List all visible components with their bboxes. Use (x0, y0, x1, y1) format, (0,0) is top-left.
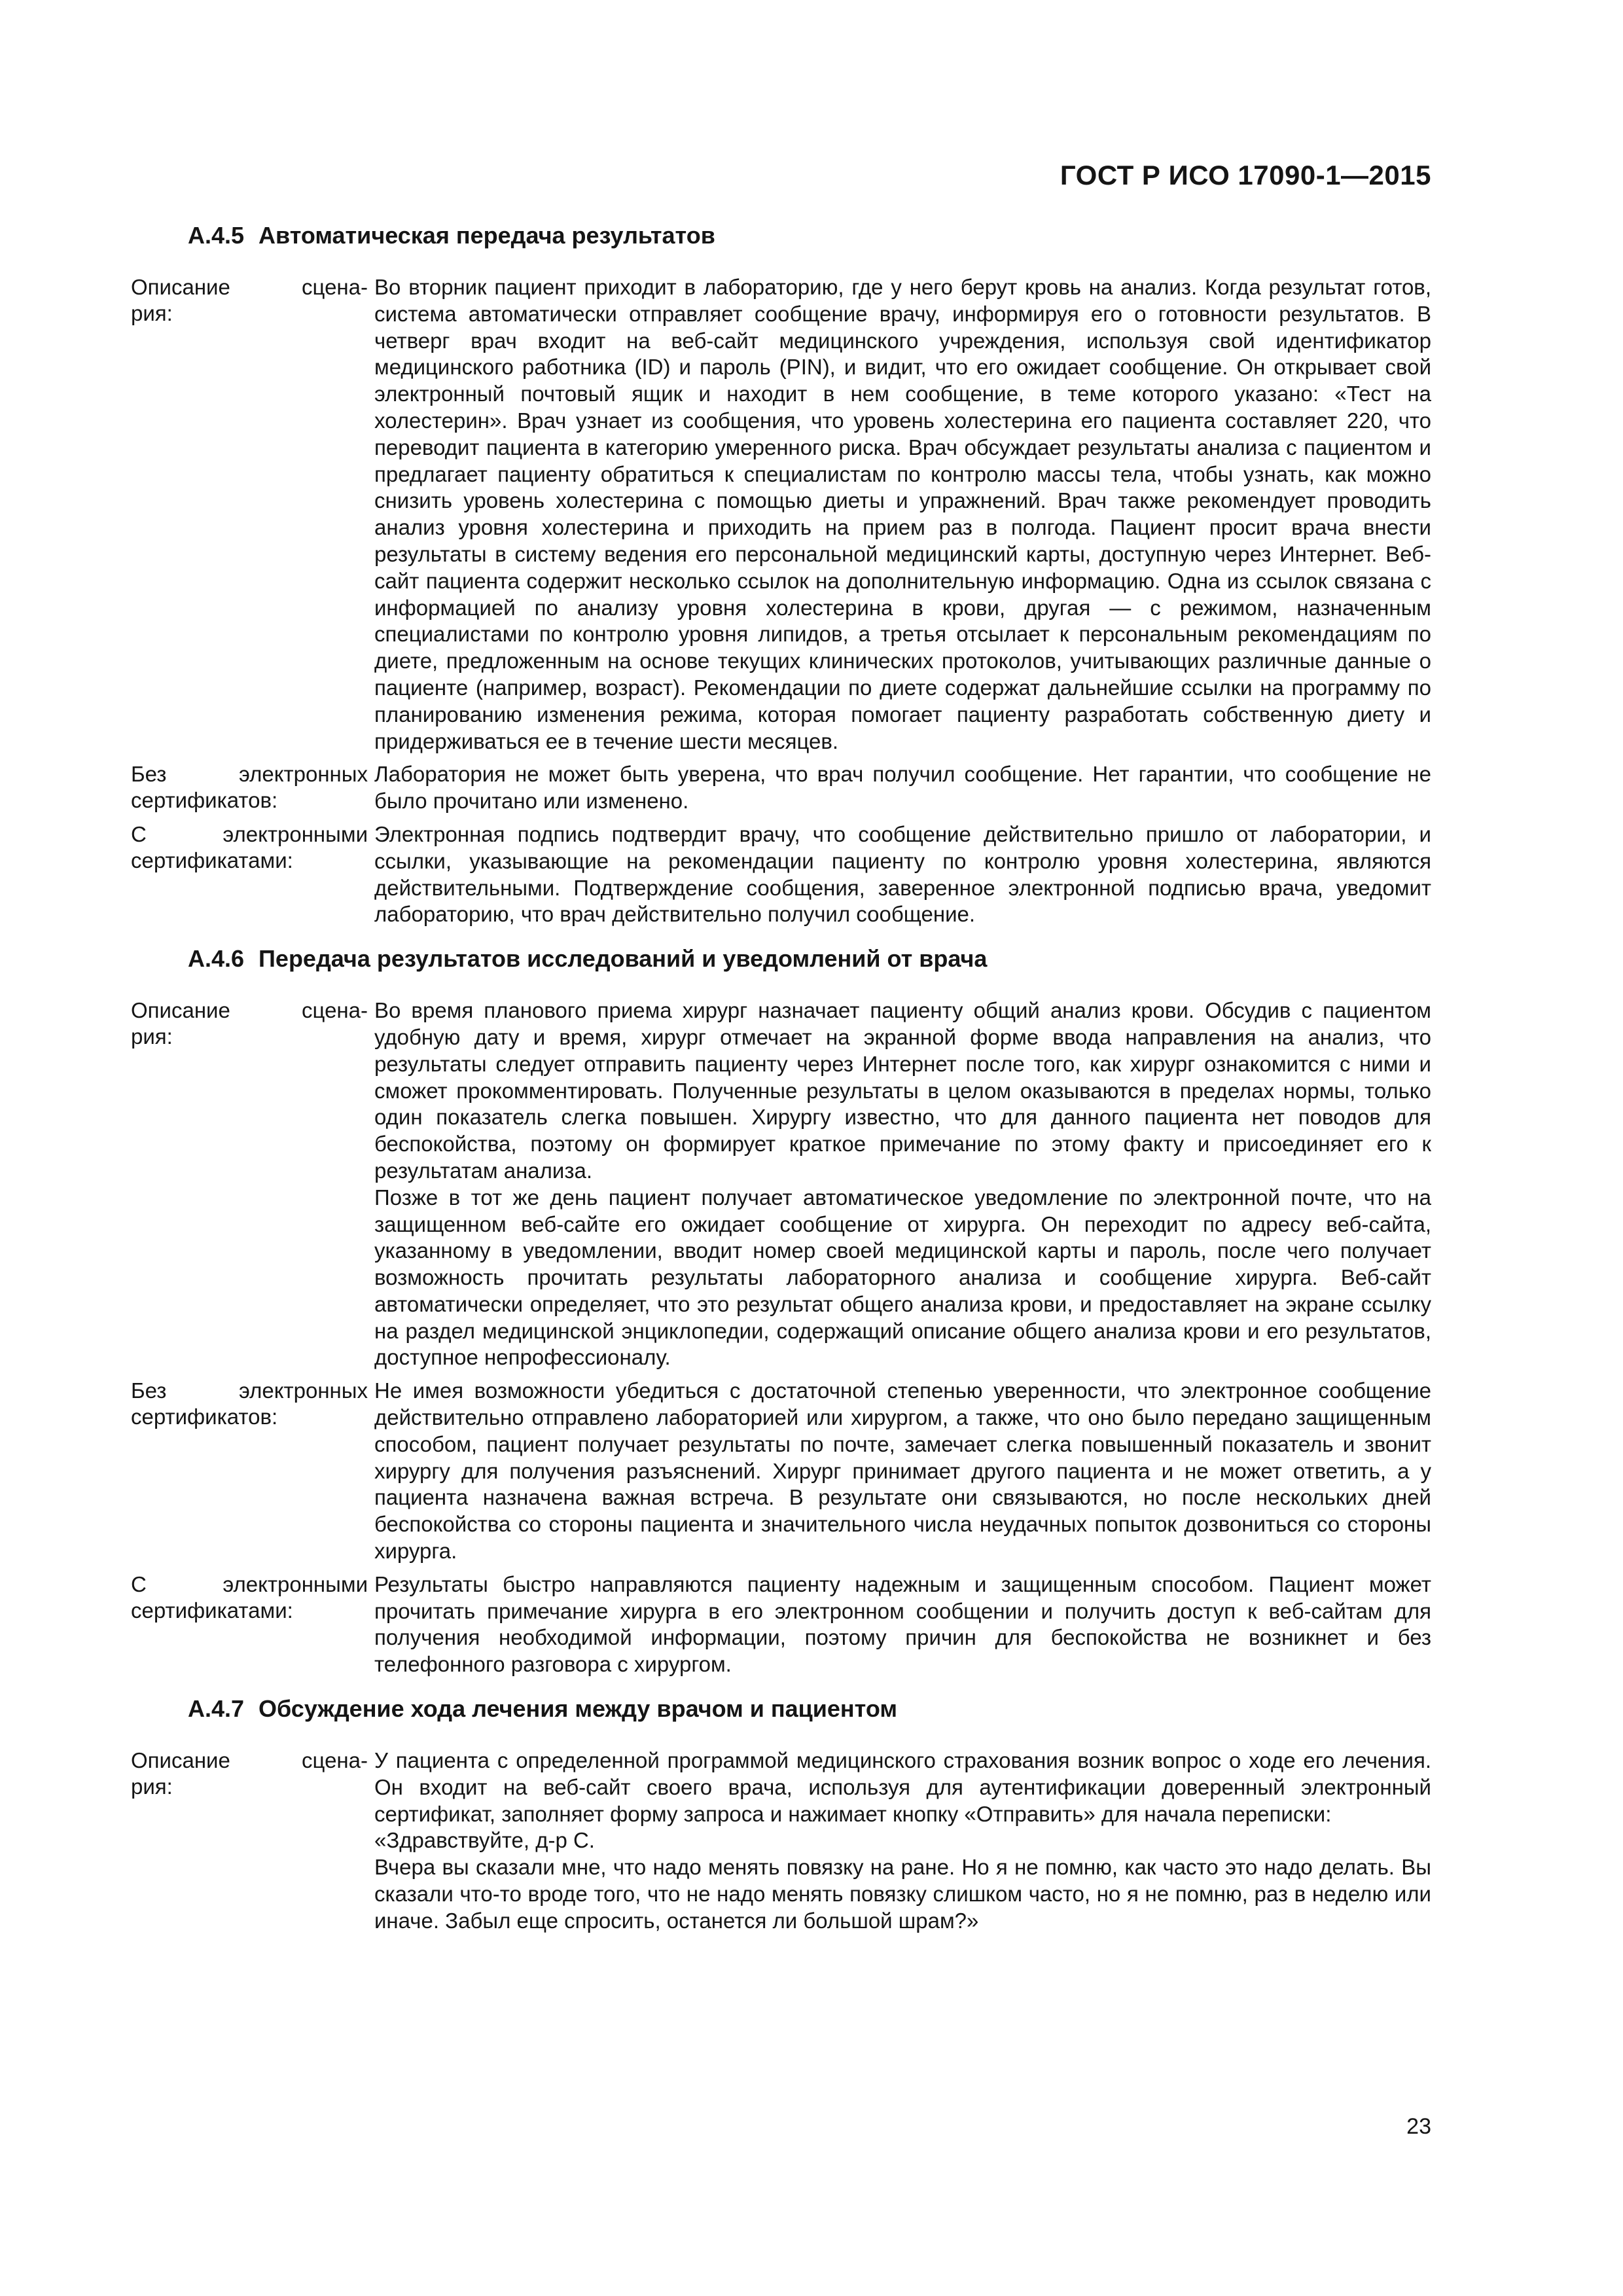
section-number: А.4.6 (188, 945, 245, 973)
section-number: А.4.5 (188, 222, 245, 249)
section-title: Автоматическая передача результатов (259, 222, 715, 249)
paragraph: Лаборатория не может быть уверена, что врач получил сообщение. Нет гарантии, что сообщение не было прочитано или изменено. (374, 762, 1431, 814)
section-title: Передача результатов исследований и уведомлений от врача (259, 945, 988, 973)
page-number: 23 (1406, 2114, 1431, 2139)
row-label-line: сертификатами: (131, 1598, 293, 1623)
paragraph: Электронная подпись подтвердит врачу, что сообщение действительно пришло от лаборатории, и ссылки, указывающие на рекомендации пациенту по контролю уровня холестерина, являются действительными. Подтверждение сообщения, заверенное электронной подписью врача, уведомит лабораторию, что врач действительно получил сообщение. (374, 821, 1431, 927)
row-label-line: С электронными (131, 821, 368, 846)
paragraph: Во время планового приема хирург назначает пациенту общий анализ крови. Обсудив с пациентом удобную дату и время, хирург отмечает на экранной форме ввода направления на анализ, что результаты следует отправить пациенту через Интернет после того, как хирург ознакомится с ними и сможет прокомментировать. Полученные результаты в целом оказываются в пределах нормы, только один показатель слегка повышен. Хирургу известно, что для данного пациента нет поводов для беспокойства, поэтому он формирует краткое примечание по этому факту и присоединяет его к результатам анализа. (374, 998, 1431, 1183)
paragraph: «Здравствуйте, д-р С. (374, 1828, 595, 1853)
paragraph: Позже в тот же день пациент получает автоматическое уведомление по электронной почте, что на защищенном веб-сайте его ожидает сообщение от хирурга. Он переходит по адресу веб-сайта, указанному в уведомлении, вводит номер своей медицинской карты и пароль, после чего получает возможность прочитать результаты лабораторного анализа и сообщение хирурга. Веб-сайт автоматически определяет, что это результат общего анализа крови, и предоставляет на экране ссылку на раздел медицинской энциклопедии, содержащий описание общего анализа крови и его результатов, доступное непрофессионалу. (374, 1185, 1431, 1370)
row-text (374, 1571, 1431, 1678)
section-heading (188, 219, 1431, 252)
section-a-4-6 (131, 942, 1431, 1678)
row-text (374, 761, 1431, 815)
row-text (374, 274, 1431, 755)
section-number: А.4.7 (188, 1695, 245, 1723)
row-label-line: Описание сцена- (131, 275, 368, 299)
paragraph: У пациента с определенной программой медицинского страхования возник вопрос о ходе его лечения. Он входит на веб-сайт своего врача, используя для аутентификации доверенный электронный сертификат, заполняет форму запроса и нажимает кнопку «Отправить» для начала переписки: (374, 1748, 1431, 1826)
with-certificates-row (131, 821, 1431, 928)
row-label (131, 1571, 368, 1624)
row-label (131, 1378, 368, 1430)
paragraph: Результаты быстро направляются пациенту надежным и защищенным способом. Пациент может прочитать примечание хирурга в его электронном сообщении и получить доступ к веб-сайтам для получения необходимой информации, поэтому причин для беспокойства не возникнет и без телефонного разговора с хирургом. (374, 1571, 1431, 1677)
paragraph: Вчера вы сказали мне, что надо менять повязку на ране. Но я не помню, как часто это надо делать. Вы сказали что-то вроде того, что не надо менять повязку слишком часто, но я не помню, раз в неделю или иначе. Забыл еще спросить, останется ли большой шрам?» (374, 1855, 1431, 1933)
section-title: Обсуждение хода лечения между врачом и пациентом (259, 1695, 897, 1723)
scenario-row (131, 997, 1431, 1371)
row-label-line: сертификатов: (131, 1405, 278, 1429)
scenario-row (131, 1748, 1431, 1935)
row-label-line: рия: (131, 1774, 173, 1799)
row-label-line: С электронными (131, 1571, 368, 1596)
row-text (374, 997, 1431, 1371)
section-heading (188, 942, 1431, 975)
row-label-line: сертификатов: (131, 788, 278, 813)
row-label-line: рия: (131, 1024, 173, 1049)
without-certificates-row (131, 1378, 1431, 1565)
paragraph: Во вторник пациент приходит в лабораторию, где у него берут кровь на анализ. Когда результат готов, система автоматически отправляет сообщение врачу, информируя его о готовности результатов. В четверг врач входит на веб-сайт медицинского учреждения, используя свой идентификатор медицинского работника (ID) и пароль (PIN), и видит, что его ожидает сообщение. Он открывает свой электронный почтовый ящик и находит в нем сообщение, в теме которого указано: «Тест на холестерин». Врач узнает из сообщения, что уровень холестерина его пациента составляет 220, что переводит пациента в категорию умеренного риска. Врач обсуждает результаты анализа с пациентом и предлагает пациенту обратиться к специалистам по контролю массы тела, чтобы узнать, как можно снизить уровень холестерина с помощью диеты и упражнений. Врач также рекомендует проводить анализ уровня холестерина и приходить на прием раз в полгода. Пациент просит врача внести результаты в систему ведения его персональной медицинский карты, доступную через Интернет. Веб-сайт пациента содержит несколько ссылок на дополнительную информацию. Одна из ссылок связана с информацией по анализу уровня холестерина в крови, другая — с режимом, назначенным специалистами по контролю уровня липидов, а третья отсылает к персональным рекомендациям по диете, предложенным на основе текущих клинических протоколов, учитывающих различные данные о пациенте (например, возраст). Рекомендации по диете содержат дальнейшие ссылки на программу по планированию изменения режима, которая помогает пациенту разработать собственную диету и придерживаться ее в течение шести месяцев. (374, 275, 1431, 753)
row-label-line: Описание сцена- (131, 1748, 368, 1773)
paragraph: Не имея возможности убедиться с достаточной степенью уверенности, что электронное сообщение действительно отправлено лабораторией или хирургом, а также, что оно было передано защищенным способом, пациент получает результаты по почте, замечает слегка повышенный показатель и звонит хирургу для получения разъяснений. Хирург принимает другого пациента и не может ответить, а у пациента назначена важная встреча. В результате они связываются, но после нескольких дней беспокойства со стороны пациента и значительного числа неудачных попыток дозвониться со стороны хирурга. (374, 1378, 1431, 1564)
with-certificates-row (131, 1571, 1431, 1678)
without-certificates-row (131, 761, 1431, 815)
section-a-4-7 (131, 1693, 1431, 1935)
section-a-4-5 (131, 219, 1431, 928)
row-label (131, 1748, 368, 1800)
section-heading (188, 1693, 1431, 1725)
row-label-line: Без электронных (131, 762, 368, 787)
row-text (374, 1748, 1431, 1935)
scenario-row (131, 274, 1431, 755)
row-label-line: Описание сцена- (131, 998, 368, 1023)
row-label (131, 821, 368, 874)
row-label (131, 997, 368, 1050)
row-label (131, 761, 368, 814)
row-label-line: рия: (131, 301, 173, 325)
row-label-line: сертификатами: (131, 848, 293, 872)
document-header: ГОСТ Р ИСО 17090-1—2015 (1060, 160, 1431, 190)
row-text (374, 1378, 1431, 1565)
document-body (131, 219, 1431, 1941)
row-text (374, 821, 1431, 928)
row-label (131, 274, 368, 327)
row-label-line: Без электронных (131, 1378, 368, 1403)
